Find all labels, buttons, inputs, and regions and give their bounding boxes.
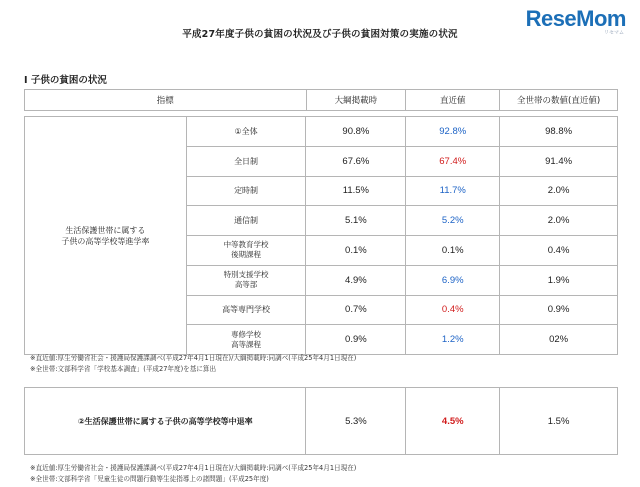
latest-value: 11.7% — [406, 176, 500, 206]
row-label — [186, 325, 306, 355]
group-label-line: 子供の高等学校等進学率 — [61, 236, 150, 246]
latest-value: 0.4% — [406, 295, 500, 325]
row-label — [186, 295, 306, 325]
all-households-value: 02% — [500, 325, 618, 355]
row-label — [186, 117, 306, 147]
baseline-value: 11.5% — [306, 176, 406, 206]
advancement-rate-table — [24, 116, 618, 355]
all-households-value: 2.0% — [500, 176, 618, 206]
row-label — [186, 176, 306, 206]
row-label-line: ①全体 — [234, 126, 258, 136]
baseline-value: 0.9% — [306, 325, 406, 355]
all-households-value: 98.8% — [500, 117, 618, 147]
dropout-rate-table — [24, 387, 618, 455]
header-all-households: 全世帯の数値(直近値) — [500, 90, 618, 111]
latest-value: 5.2% — [406, 206, 500, 236]
table-row — [25, 388, 618, 455]
latest-value: 6.9% — [406, 265, 500, 295]
latest-value: 67.4% — [406, 146, 500, 176]
baseline-value: 5.1% — [306, 206, 406, 236]
brand-wordmark: ReseMom — [525, 6, 626, 31]
row-label-line: 高等専門学校 — [222, 305, 271, 315]
table-row — [25, 117, 618, 147]
all-households-value: 0.9% — [500, 295, 618, 325]
section-title: Ⅰ 子供の貧困の状況 — [24, 75, 107, 86]
row-label-line: 定時制 — [234, 186, 259, 196]
all-households-value: 2.0% — [500, 206, 618, 236]
footnote: ※全世帯:文部科学省「学校基本調査」(平成27年度)を基に算出 — [30, 365, 217, 373]
baseline-value: 0.1% — [306, 236, 406, 266]
group-label — [25, 117, 187, 355]
indicator-header-table — [24, 89, 618, 111]
dropout-baseline: 5.3% — [306, 388, 406, 455]
footnote: ※直近値:厚生労働省社会・援護局保護課調べ(平成27年4月1日現在)/大綱掲載時:同調べ(平成25年4月1日現在) — [30, 464, 357, 472]
row-label — [186, 265, 306, 295]
brand-tagline: リセマム — [604, 30, 624, 36]
header-indicator: 指標 — [25, 90, 307, 111]
header-latest: 直近値 — [406, 90, 500, 111]
dropout-indicator-label: ②生活保護世帯に属する子供の高等学校等中退率 — [25, 388, 306, 455]
page-title: 平成27年度子供の貧困の状況及び子供の貧困対策の実施の状況 — [182, 29, 458, 40]
dropout-latest: 4.5% — [406, 388, 500, 455]
all-households-value: 0.4% — [500, 236, 618, 266]
all-households-value: 1.9% — [500, 265, 618, 295]
row-label-line: 専修学校 — [231, 329, 262, 339]
row-label — [186, 206, 306, 236]
row-label-line: 通信制 — [234, 216, 259, 226]
baseline-value: 67.6% — [306, 146, 406, 176]
row-label-line: 中等教育学校 — [223, 240, 269, 250]
row-label-line: 高等課程 — [231, 339, 262, 349]
footnote: ※全世帯:文部科学省「児童生徒の問題行動等生徒指導上の諸問題」(平成25年度) — [30, 475, 269, 483]
row-label — [186, 236, 306, 266]
row-label-line: 高等部 — [234, 280, 258, 290]
baseline-value: 0.7% — [306, 295, 406, 325]
latest-value: 0.1% — [406, 236, 500, 266]
baseline-value: 4.9% — [306, 265, 406, 295]
row-label — [186, 146, 306, 176]
row-label-line: 後期課程 — [231, 250, 262, 260]
latest-value: 1.2% — [406, 325, 500, 355]
header-baseline: 大綱掲載時 — [306, 90, 406, 111]
dropout-all-households: 1.5% — [500, 388, 618, 455]
row-label-line: 特別支援学校 — [223, 270, 269, 280]
footnote: ※直近値:厚生労働省社会・援護局保護課調べ(平成27年4月1日現在)/大綱掲載時:同調べ(平成25年4月1日現在) — [30, 354, 357, 362]
brand-logo — [526, 8, 626, 36]
all-households-value: 91.4% — [500, 146, 618, 176]
row-label-line: 全日制 — [234, 156, 259, 166]
latest-value: 92.8% — [406, 117, 500, 147]
baseline-value: 90.8% — [306, 117, 406, 147]
group-label-line: 生活保護世帯に属する — [65, 225, 146, 235]
